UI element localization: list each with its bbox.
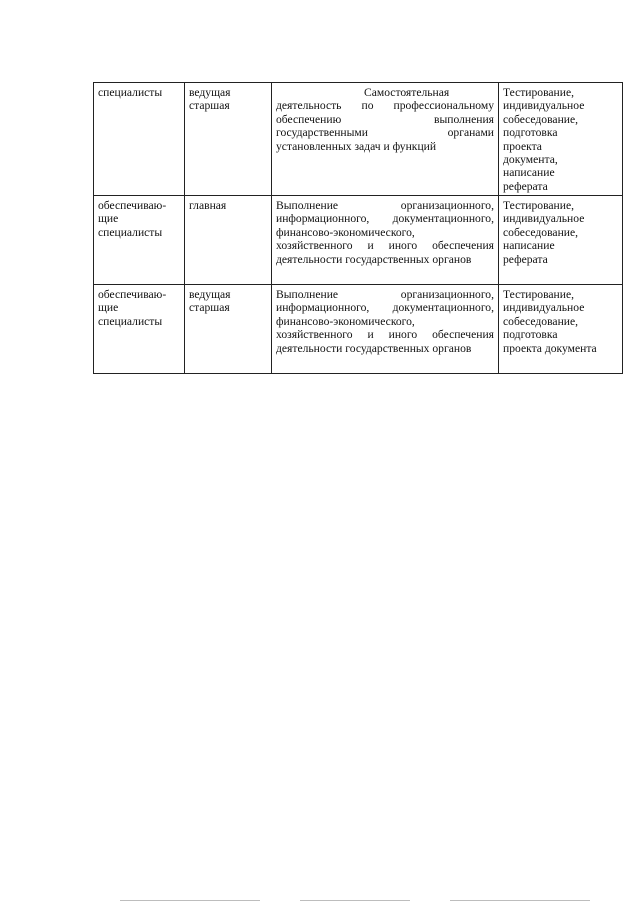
methods-cell: Тестирование, индивидуальное собеседование, написание реферата <box>499 196 623 285</box>
methods-cell: Тестирование, индивидуальное собеседование, подготовка проекта документа <box>499 285 623 374</box>
category-cell: специалисты <box>94 83 185 196</box>
description-cell: Выполнение организационного, информационного, документационного, финансово-экономического, хозяйственного и иного обеспечения деятельности государственных органов <box>272 196 499 285</box>
table-row <box>94 285 623 374</box>
category-cell: обеспечиваю- щие специалисты <box>94 285 185 374</box>
scan-edge-mark <box>450 900 590 901</box>
group-cell: главная <box>185 196 272 285</box>
scan-edge-mark <box>120 900 260 901</box>
methods-cell: Тестирование, индивидуальное собеседование, подготовка проекта документа, написание реферата <box>499 83 623 196</box>
qualification-table <box>93 82 623 374</box>
description-cell: Выполнение организационного, информационного, документационного, финансово-экономического, хозяйственного и иного обеспечения деятельности государственных органов <box>272 285 499 374</box>
table-row <box>94 196 623 285</box>
group-cell: ведущая старшая <box>185 285 272 374</box>
group-cell: ведущая старшая <box>185 83 272 196</box>
table-row <box>94 83 623 196</box>
scan-edge-mark <box>300 900 410 901</box>
category-cell: обеспечиваю- щие специалисты <box>94 196 185 285</box>
description-cell: Самостоятельная деятельность по профессиональному обеспечению выполнения государственными органами установленных задач и функций <box>272 83 499 196</box>
